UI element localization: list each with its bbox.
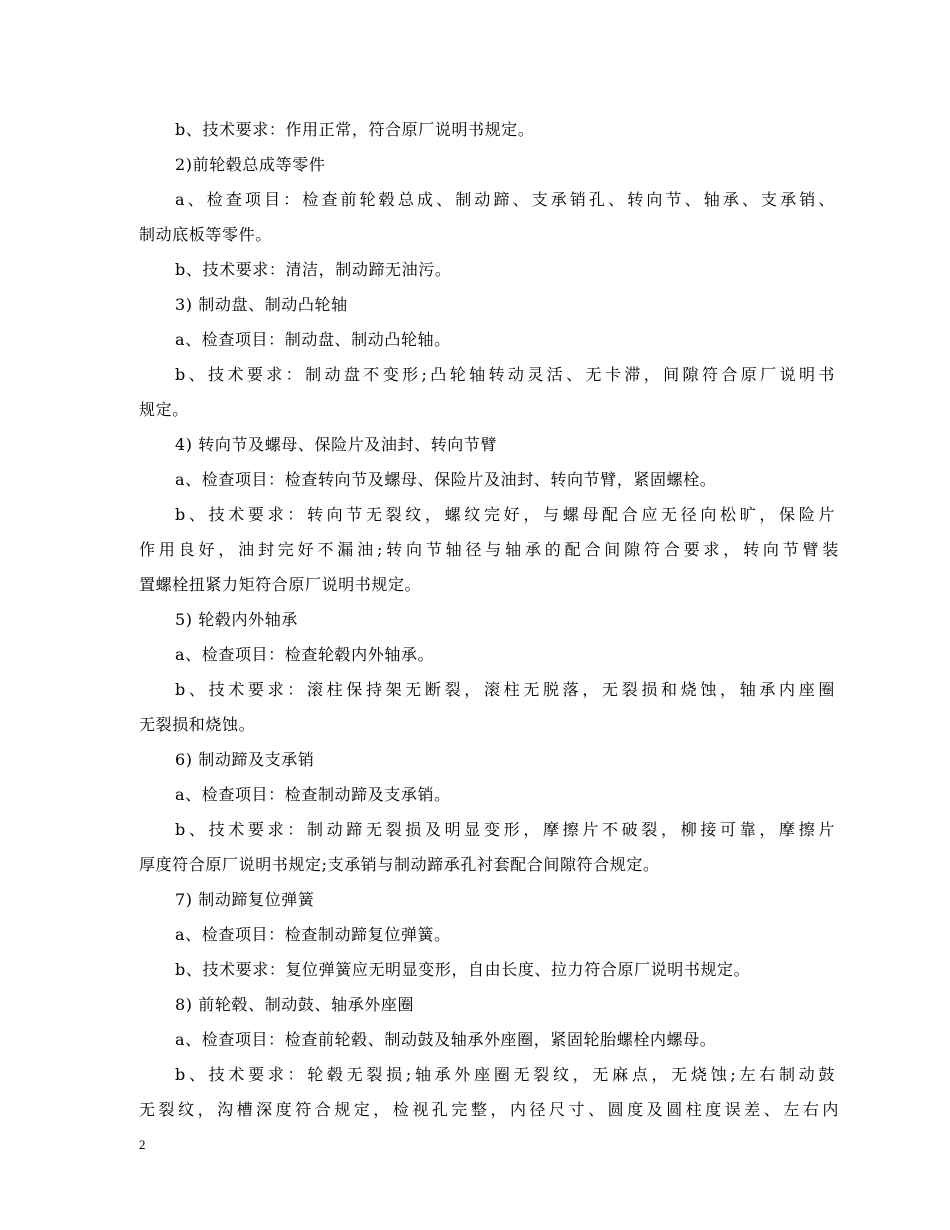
- text-line: a、检查项目：检查轮毂内外轴承。: [175, 645, 435, 664]
- text-line: b、技术要求：复位弹簧应无明显变形，自由长度、拉力符合原厂说明书规定。: [175, 960, 751, 979]
- text-line: b、技术要求：滚柱保持架无断裂，滚柱无脱落，无裂损和烧蚀，轴承内座圈: [175, 680, 835, 699]
- text-line: b、技术要求：制动蹄无裂损及明显变形，摩擦片不破裂，柳接可靠，摩擦片: [175, 820, 835, 839]
- section-heading: 6) 制动蹄及支承销: [175, 750, 315, 769]
- text-line: a、检查项目：检查转向节及螺母、保险片及油封、转向节臂，紧固螺栓。: [175, 470, 717, 489]
- text-line: b、技术要求：转向节无裂纹，螺纹完好，与螺母配合应无径向松旷，保险片: [175, 505, 835, 524]
- text-line: 规定。: [139, 400, 189, 419]
- text-line: a、检查项目：检查制动蹄及支承销。: [175, 785, 451, 804]
- text-line: a、检查项目：检查前轮毂、制动鼓及轴承外座圈，紧固轮胎螺栓内螺母。: [175, 1030, 717, 1049]
- text-line: 厚度符合原厂说明书规定;支承销与制动蹄承孔衬套配合间隙符合规定。: [139, 855, 660, 874]
- text-line: a、检查项目：检查制动蹄复位弹簧。: [175, 925, 451, 944]
- text-line: a、检查项目：制动盘、制动凸轮轴。: [175, 330, 451, 349]
- text-line: a、检查项目：检查前轮毂总成、制动蹄、支承销孔、转向节、轴承、支承销、: [175, 190, 835, 209]
- section-heading: 3) 制动盘、制动凸轮轴: [175, 295, 348, 314]
- text-line: b、技术要求：制动盘不变形;凸轮轴转动灵活、无卡滞，间隙符合原厂说明书: [175, 365, 835, 384]
- text-line: 无裂损和烧蚀。: [139, 715, 256, 734]
- section-heading: 7) 制动蹄复位弹簧: [175, 890, 315, 909]
- section-heading: 4) 转向节及螺母、保险片及油封、转向节臂: [175, 435, 498, 454]
- text-line: b、技术要求：清洁，制动蹄无油污。: [175, 260, 452, 279]
- page-number: 2: [139, 1137, 146, 1152]
- section-heading: 8) 前轮毂、制动鼓、轴承外座圈: [175, 995, 415, 1014]
- text-line: 作用良好，油封完好不漏油;转向节轴径与轴承的配合间隙符合要求，转向节臂装: [139, 540, 839, 559]
- text-line: 无裂纹，沟槽深度符合规定，检视孔完整，内径尺寸、圆度及圆柱度误差、左右内: [139, 1100, 839, 1119]
- text-line: b、技术要求：作用正常，符合原厂说明书规定。: [175, 120, 535, 139]
- text-line: 制动底板等零件。: [139, 225, 272, 244]
- section-heading: 2)前轮毂总成等零件: [175, 155, 326, 174]
- section-heading: 5) 轮毂内外轴承: [175, 610, 298, 629]
- text-line: b、技术要求：轮毂无裂损;轴承外座圈无裂纹，无麻点，无烧蚀;左右制动鼓: [175, 1065, 835, 1084]
- text-line: 置螺栓扭紧力矩符合原厂说明书规定。: [139, 575, 422, 594]
